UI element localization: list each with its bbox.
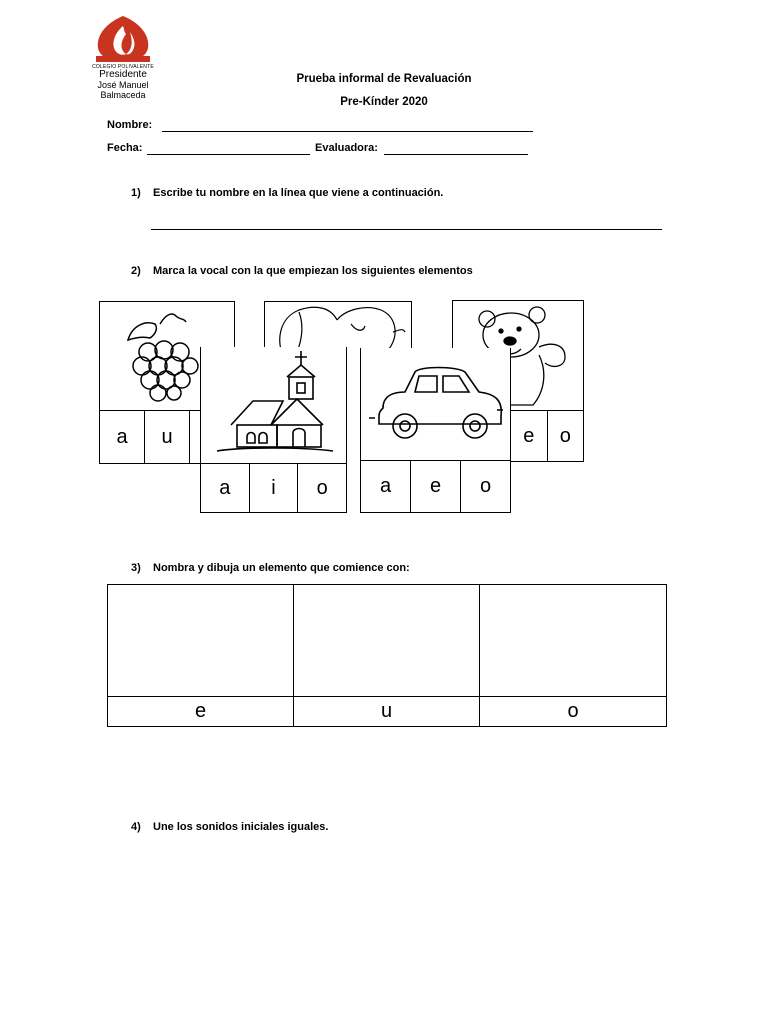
logo-school-name-1: Presidente	[99, 69, 147, 80]
vowel-option[interactable]: o	[316, 476, 328, 499]
evaluadora-field[interactable]	[384, 140, 528, 155]
question-2-text: Marca la vocal con la que empiezan los siguientes elementos	[153, 265, 473, 277]
evaluadora-label: Evaluadora:	[315, 142, 378, 154]
logo-school-name-2: José Manuel Balmaceda	[97, 80, 149, 100]
logo-school-small: COLEGIO POLIVALENTE	[92, 64, 154, 70]
vowel-option[interactable]: e	[411, 461, 461, 512]
vowel-option[interactable]: e	[511, 411, 548, 461]
question-4-text: Une los sonidos iniciales iguales.	[153, 821, 329, 833]
vowel-option[interactable]: o	[559, 424, 571, 447]
vowel-option[interactable]: u	[145, 411, 190, 463]
car-vowel-row	[360, 460, 511, 513]
question-1-text: Escribe tu nombre en la línea que viene a continuación.	[153, 187, 444, 199]
drawing-vowel: u	[294, 697, 480, 726]
flame-logo-icon	[78, 14, 168, 64]
vowel-option[interactable]: a	[100, 411, 145, 463]
page-title: Prueba informal de Revaluación	[296, 73, 472, 85]
drawing-box[interactable]	[108, 585, 294, 697]
page-subtitle: Pre-Kínder 2020	[340, 96, 428, 108]
car-icon	[361, 348, 510, 456]
drawing-table	[107, 584, 667, 727]
question-4-number: 4)	[131, 821, 141, 833]
question-3-text: Nombra y dibuja un elemento que comience con:	[153, 562, 410, 574]
drawing-vowel: e	[108, 697, 294, 726]
vowel-option[interactable]: a	[361, 461, 411, 512]
fecha-field[interactable]	[147, 140, 310, 155]
drawing-box[interactable]	[480, 585, 666, 697]
name-writing-line[interactable]	[151, 229, 662, 230]
fecha-label: Fecha:	[107, 142, 143, 154]
question-1-number: 1)	[131, 187, 141, 199]
nombre-field[interactable]	[162, 117, 533, 132]
question-3-number: 3)	[131, 562, 141, 574]
vowel-option[interactable]: a	[201, 464, 250, 512]
vowel-option[interactable]: i	[250, 464, 299, 512]
drawing-vowel: o	[567, 700, 579, 722]
question-2-number: 2)	[131, 265, 141, 277]
church-icon	[201, 347, 346, 459]
drawing-box[interactable]	[294, 585, 480, 697]
teddy-bear-vowel-row	[511, 410, 584, 462]
nombre-label: Nombre:	[107, 119, 153, 131]
church-vowel-row	[200, 463, 347, 513]
vowel-option[interactable]: o	[479, 475, 492, 497]
